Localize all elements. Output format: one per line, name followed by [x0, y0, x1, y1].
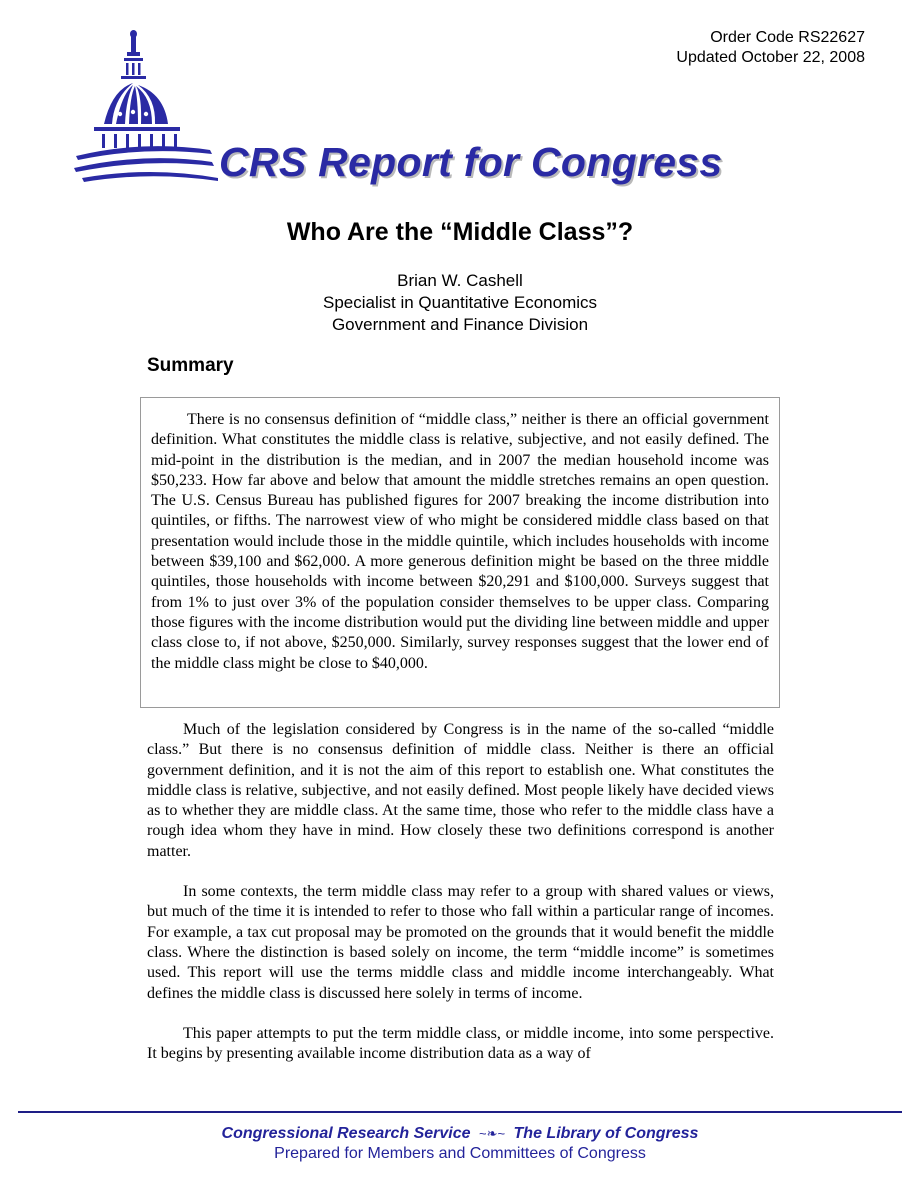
body-paragraph-3: This paper attempts to put the term middle class, or middle income, into some perspective. It begins by presenting available income distribution data as a way of	[147, 1024, 774, 1063]
author-division: Government and Finance Division	[331, 315, 589, 334]
ornament-icon: ~❧~	[479, 1126, 506, 1141]
summary-text: There is no consensus definition of “middle class,” neither is there an official government definition. What constitutes the middle class is relative, subjective, and not easily defined. The mid-point in the distribution is the median, and in 2007 the median household income was $50,233. How far above and below that amount the middle stretches remains an open question. The U.S. Census Bureau has published figures for 2007 breaking the income distribution into quintiles, or fifths. The narrowest view of who might be considered middle class based on that presentation would include those in the middle quintile, which includes households with income between $39,100 and $62,000. A more generous definition might be based on the three middle quintiles, those households with income between $20,291 and $100,000. Surveys suggest that from 1% to just over 3% of the population consider themselves to be upper class. Comparing those figures with the income distribution would put the dividing line between middle and upper class close to, if not above, $250,000. Similarly, survey responses suggest that the lower end of the middle class might be close to $40,000.	[151, 411, 769, 672]
body-paragraph-2: In some contexts, the term middle class may refer to a group with shared values or views, but much of the time it is intended to refer to those who fall within a particular range of incomes. For example, a tax cut proposal may be promoted on the grounds that it would benefit the middle class. Where the distinction is based solely on income, the term “middle income” is sometimes used. This report will use the terms middle class and middle income interchangeably. What defines the middle class is discussed here solely in terms of income.	[147, 883, 774, 1002]
footer-library: The Library of Congress	[513, 1125, 699, 1142]
author-name: Brian W. Cashell	[397, 271, 523, 290]
capitol-dome-icon	[72, 28, 222, 188]
footer-org: Congressional Research Service	[221, 1125, 471, 1142]
report-title: Who Are the “Middle Class”?	[286, 218, 634, 246]
author-position: Specialist in Quantitative Economics	[322, 293, 598, 312]
summary-heading: Summary	[147, 355, 234, 376]
body-paragraph-1: Much of the legislation considered by Congress is in the name of the so-called “middle class.” But there is no consensus definition of middle class. Neither is there an official government definition, and it is not the aim of this report to establish one. What constitutes the middle class is relative, subjective, and not easily defined. Most people likely have decided views as to whether they are middle class. At the same time, those who refer to the middle class have a rough idea whom they have in mind. How closely these two definitions correspond is another matter.	[147, 721, 774, 860]
summary-box	[140, 397, 780, 708]
author-block	[0, 270, 920, 336]
footer-org-line	[0, 1125, 920, 1143]
footer-divider	[18, 1111, 902, 1113]
body-text	[147, 720, 774, 1084]
order-code: Order Code RS22627	[710, 29, 865, 46]
footer-prepared: Prepared for Members and Committees of Congress	[274, 1145, 646, 1162]
crs-report-wordmark: CRS Report for Congress	[219, 139, 723, 185]
order-code-block	[676, 28, 865, 68]
updated-date: Updated October 22, 2008	[676, 49, 865, 66]
